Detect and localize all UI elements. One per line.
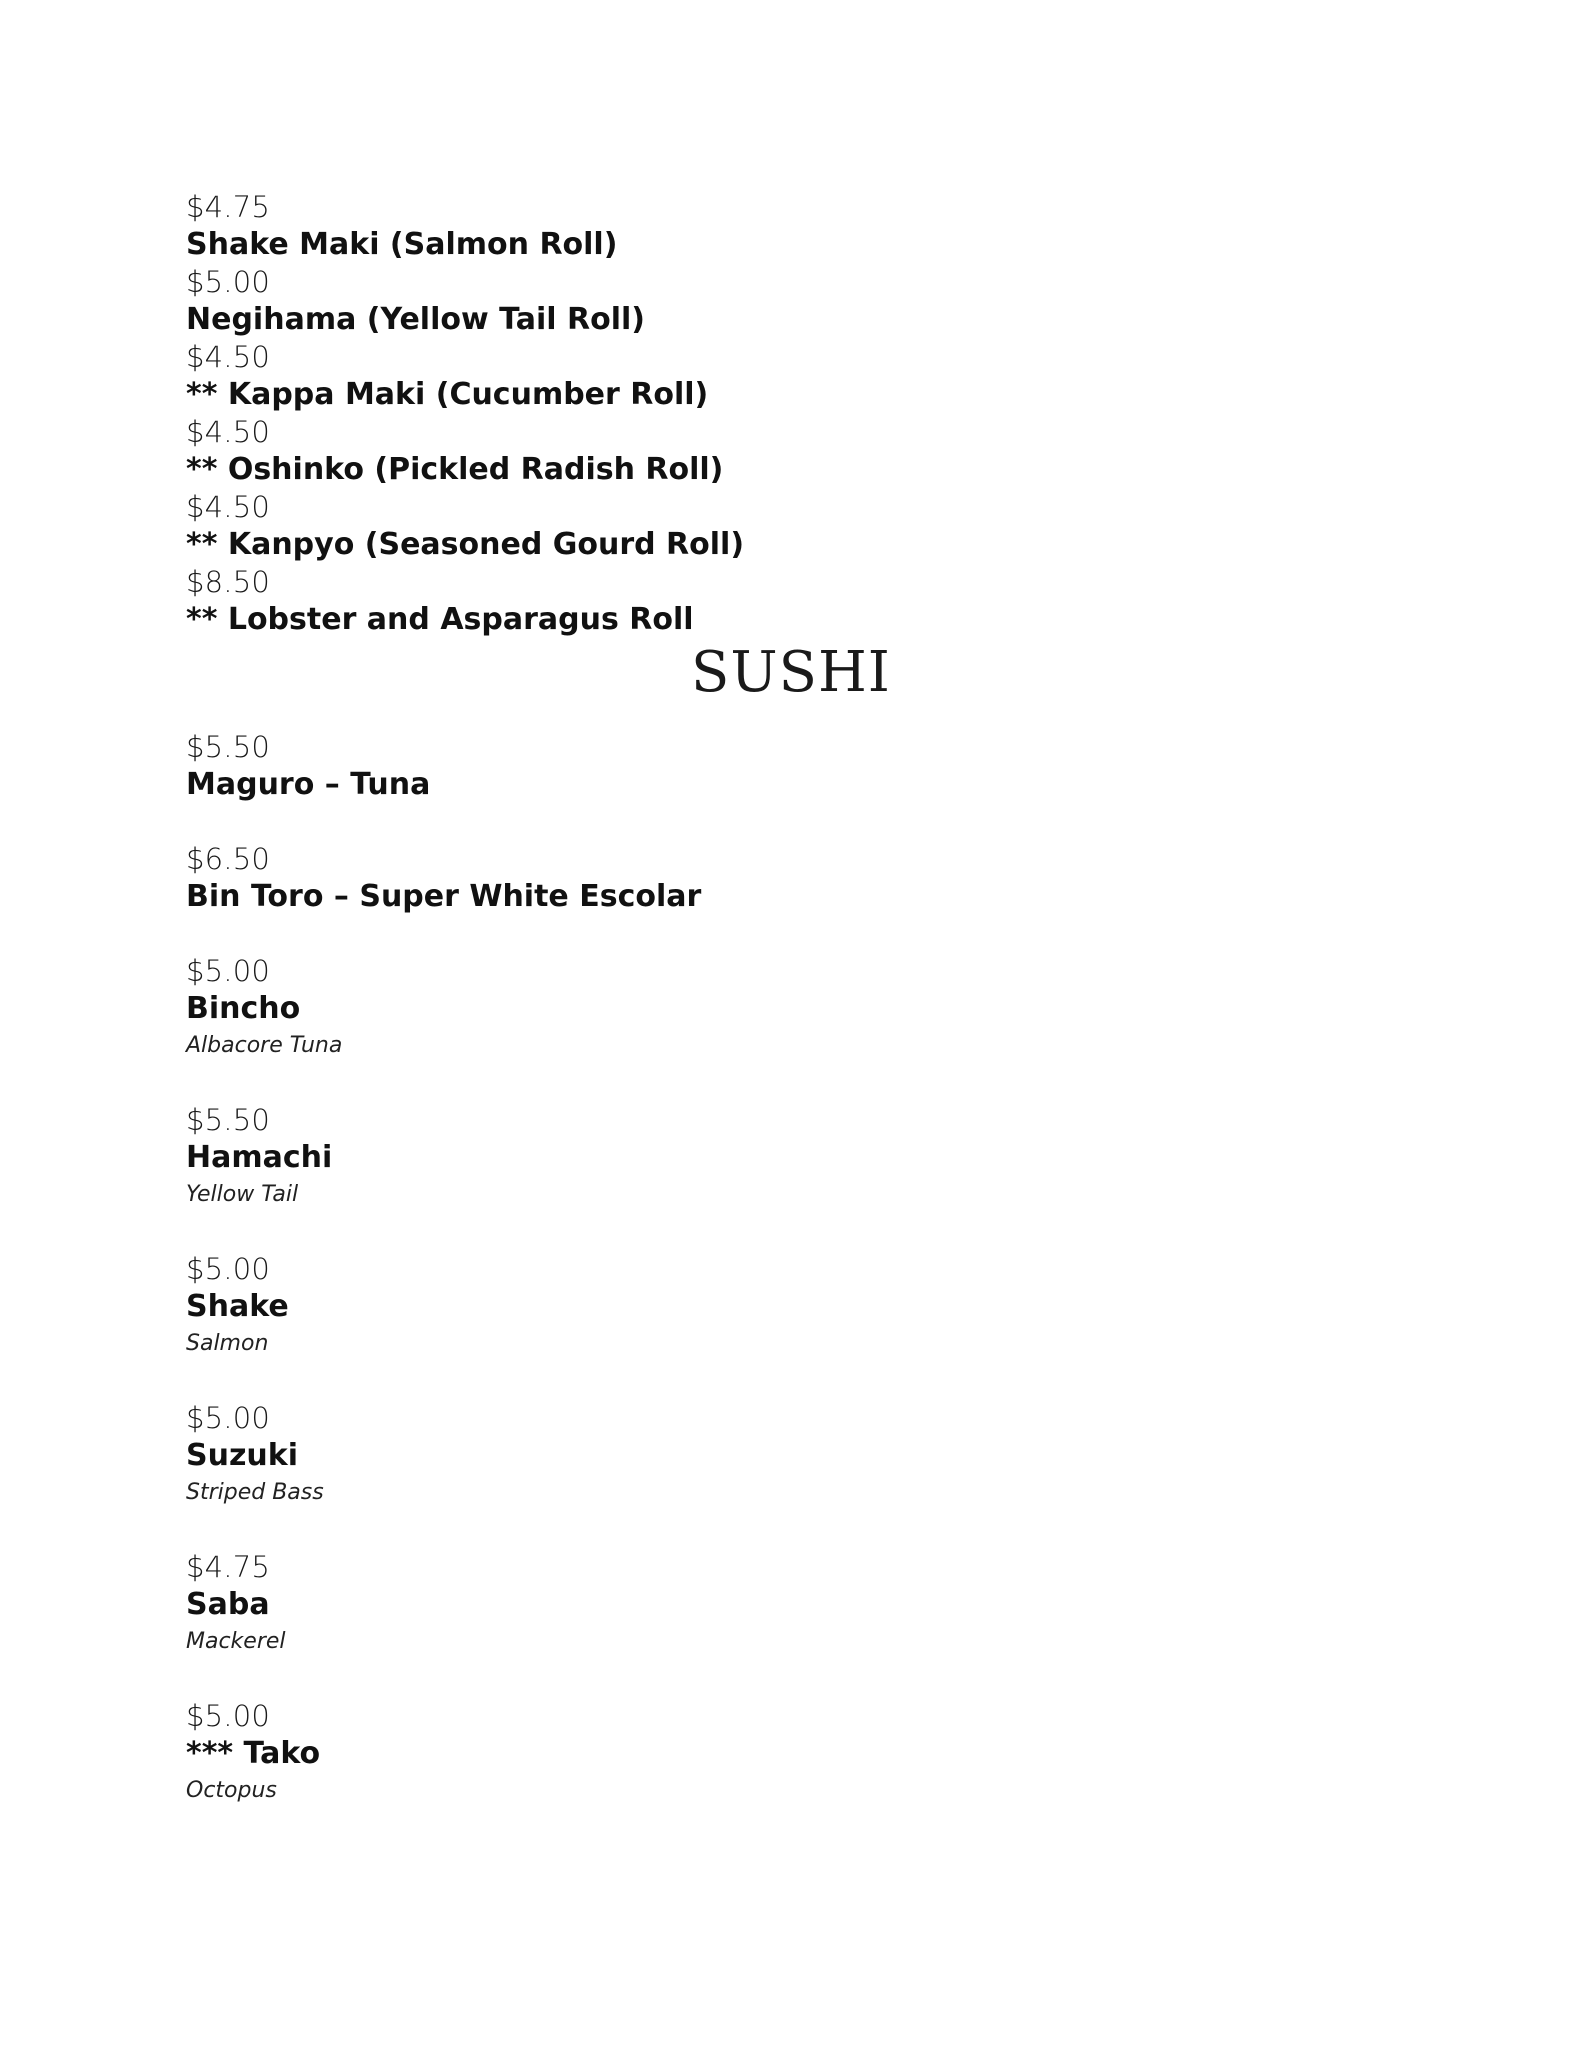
menu-item	[186, 563, 1086, 638]
menu-item	[186, 1399, 1086, 1548]
item-name: *** Tako	[186, 1736, 321, 1771]
item-price: $4.75	[186, 190, 271, 224]
item-name: ** Kanpyo (Seasoned Gourd Roll)	[186, 527, 745, 562]
menu-item	[186, 188, 1086, 263]
item-description: Albacore Tuna	[186, 1033, 343, 1058]
item-name: ** Oshinko (Pickled Radish Roll)	[186, 452, 724, 487]
section-title-sushi: SUSHI	[691, 640, 891, 705]
item-name: ** Kappa Maki (Cucumber Roll)	[186, 377, 709, 412]
menu-item	[186, 1697, 1086, 1846]
menu-item	[186, 413, 1086, 488]
roll-list	[186, 188, 1086, 638]
item-price: $5.00	[186, 1401, 271, 1435]
menu-item	[186, 1548, 1086, 1697]
item-price: $4.75	[186, 1550, 271, 1584]
item-price: $5.00	[186, 1699, 271, 1733]
item-name: Negihama (Yellow Tail Roll)	[186, 302, 645, 337]
item-price: $5.00	[186, 954, 271, 988]
item-price: $6.50	[186, 842, 271, 876]
item-description: Striped Bass	[186, 1480, 324, 1505]
item-name: Bin Toro – Super White Escolar	[186, 879, 702, 914]
item-description: Salmon	[186, 1331, 269, 1356]
menu-item	[186, 1250, 1086, 1399]
menu-item	[186, 952, 1086, 1101]
menu-item	[186, 840, 1086, 952]
menu-item	[186, 263, 1086, 338]
menu-item	[186, 1101, 1086, 1250]
item-price: $5.50	[186, 1103, 271, 1137]
item-name: Shake Maki (Salmon Roll)	[186, 227, 618, 262]
item-name: Saba	[186, 1587, 270, 1622]
item-price: $5.00	[186, 1252, 271, 1286]
item-price: $4.50	[186, 415, 271, 449]
menu-item	[186, 728, 1086, 840]
item-name: Maguro – Tuna	[186, 767, 431, 802]
item-price: $4.50	[186, 490, 271, 524]
item-name: Bincho	[186, 991, 301, 1026]
item-price: $8.50	[186, 565, 271, 599]
item-price: $5.50	[186, 730, 271, 764]
sushi-list	[186, 728, 1086, 1846]
item-name: Shake	[186, 1289, 289, 1324]
item-description: Octopus	[186, 1778, 277, 1803]
item-description: Yellow Tail	[186, 1182, 299, 1207]
item-name: Hamachi	[186, 1140, 333, 1175]
menu-item	[186, 488, 1086, 563]
menu-item	[186, 338, 1086, 413]
item-description: Mackerel	[186, 1629, 286, 1654]
item-name: ** Lobster and Asparagus Roll	[186, 602, 694, 637]
item-price: $4.50	[186, 340, 271, 374]
item-name: Suzuki	[186, 1438, 299, 1473]
item-price: $5.00	[186, 265, 271, 299]
